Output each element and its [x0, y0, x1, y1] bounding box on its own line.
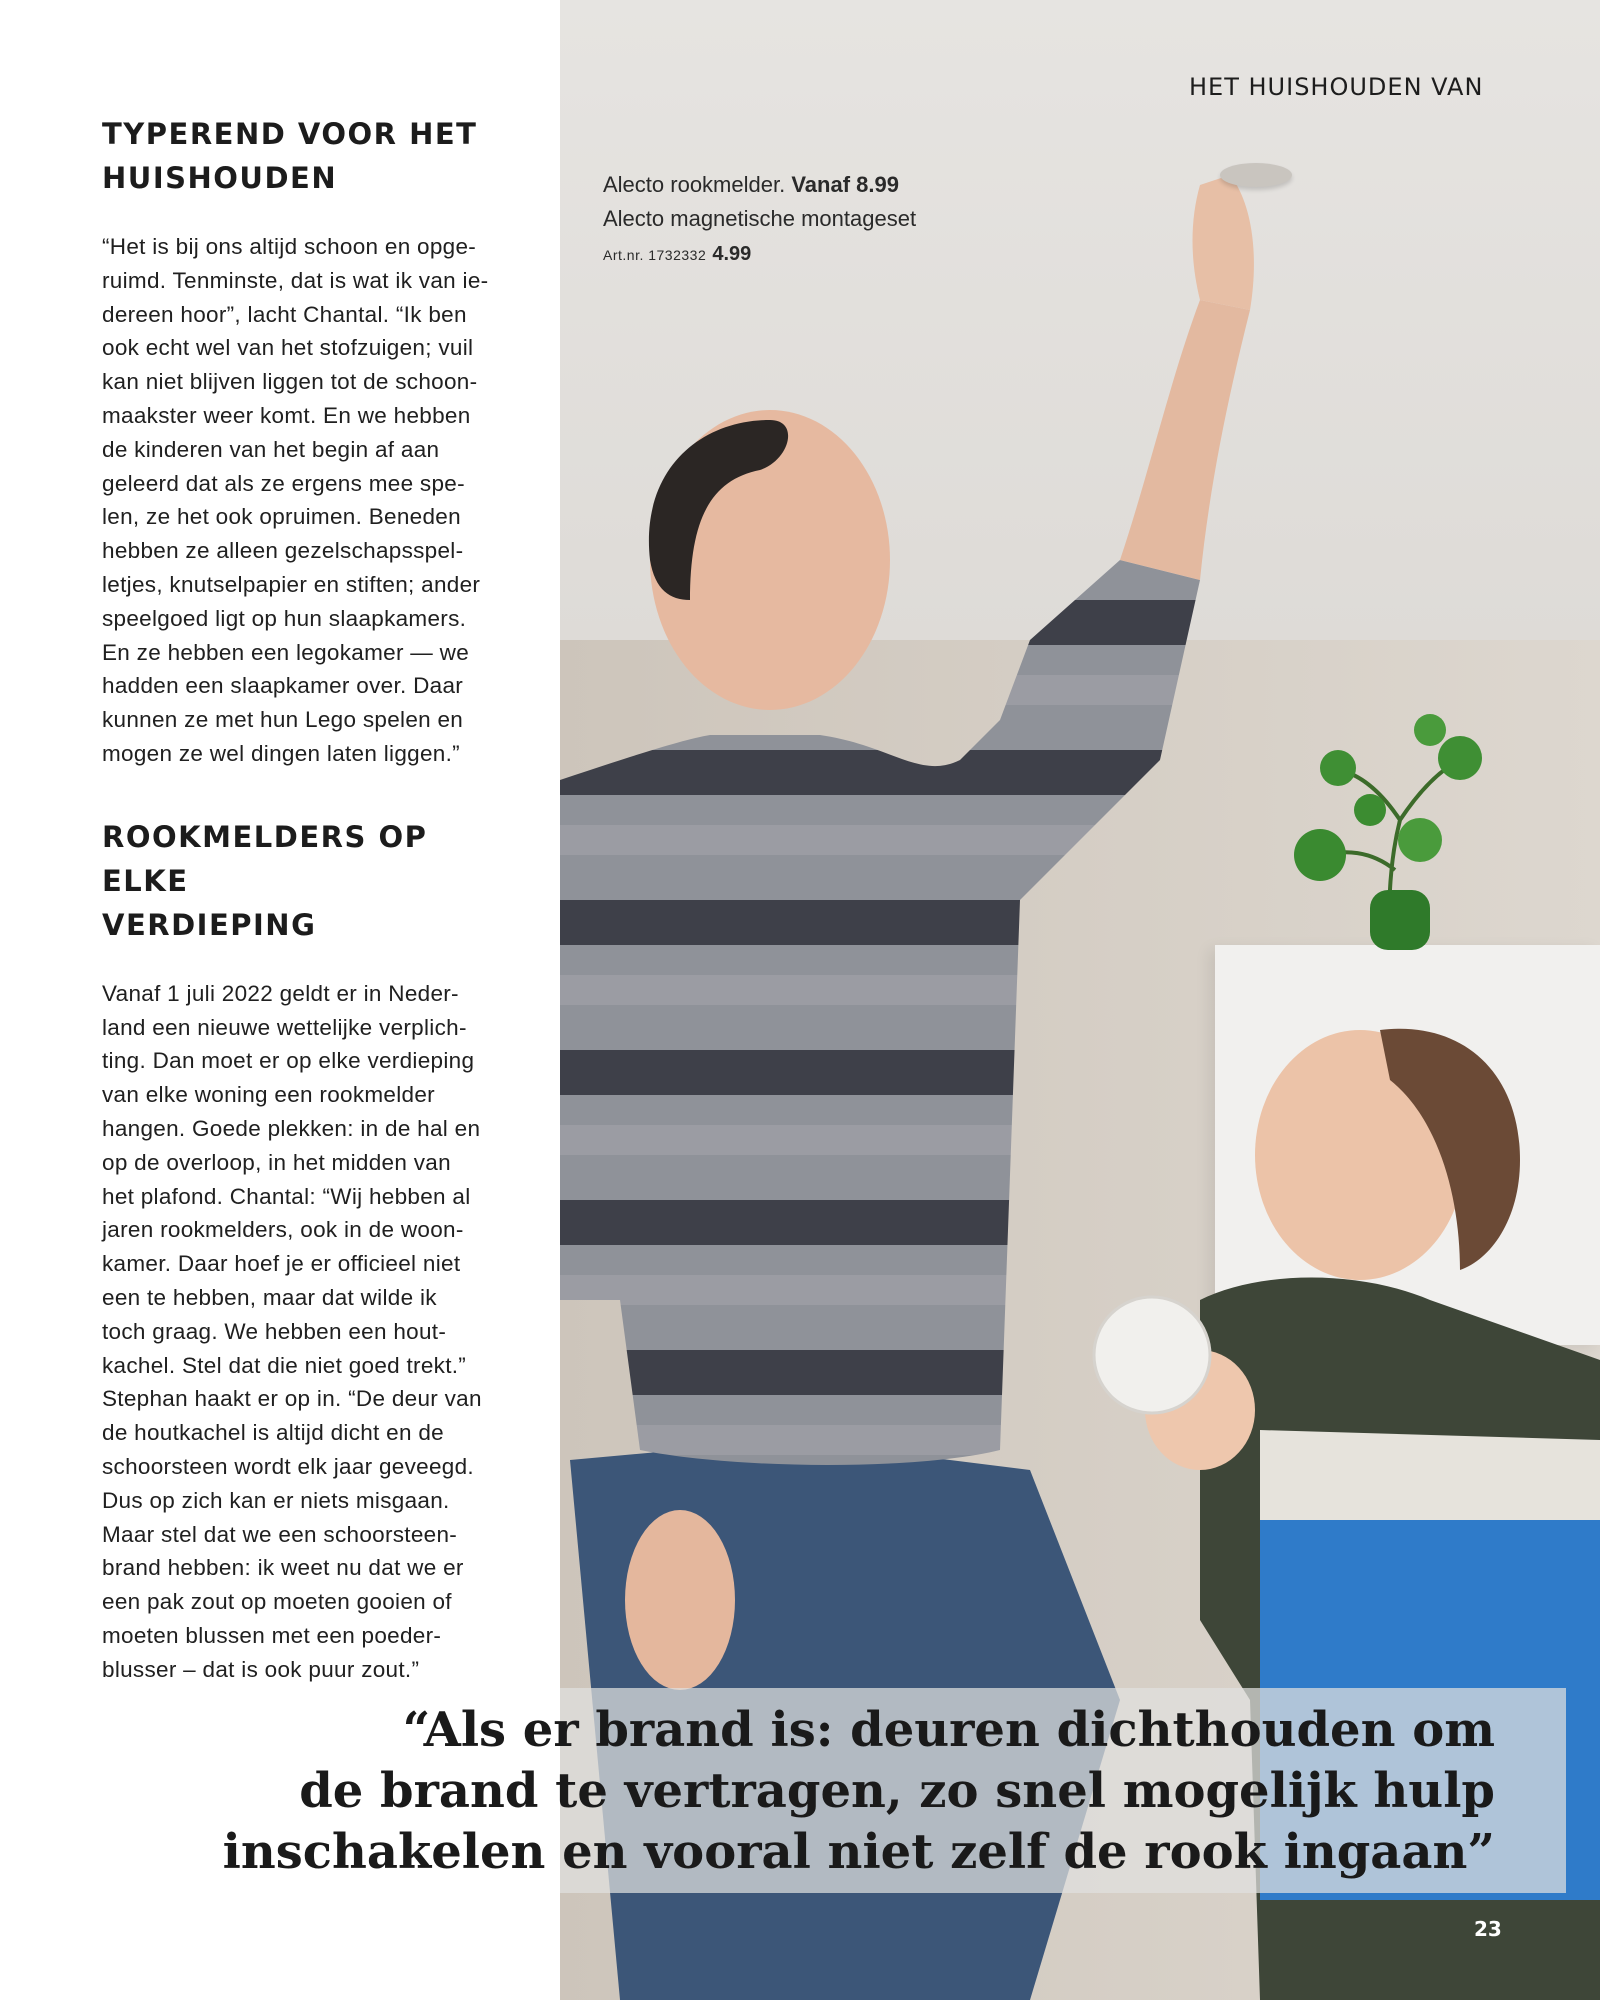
body-line: op de overloop, in het midden van [102, 1149, 451, 1175]
body-line: hebben ze alleen gezelschapsspel- [102, 538, 464, 564]
product-line-1 [603, 168, 916, 202]
body-line: mogen ze wel dingen laten liggen.” [102, 740, 460, 766]
body-line: Dus op zich kan er niets misgaan. [102, 1487, 450, 1513]
smoke-detector-ceiling [1220, 163, 1292, 187]
section-body-typerend [102, 230, 522, 771]
body-line: letjes, knutselpapier en stiften; ander [102, 571, 481, 597]
article-price: 4.99 [712, 243, 752, 265]
pull-quote-line: inschakelen en vooral niet zelf de rook ingaan” [222, 1824, 1495, 1880]
product-line-3 [603, 236, 916, 272]
body-line: Stephan haakt er op in. “De deur van [102, 1386, 482, 1412]
body-line: Maar stel dat we een schoorsteen- [102, 1521, 458, 1547]
body-line: kachel. Stel dat die niet goed trekt.” [102, 1352, 467, 1378]
body-line: dereen hoor”, lacht Chantal. “Ik ben [102, 301, 467, 327]
product-name: Alecto rookmelder. [603, 172, 786, 197]
body-line: “Het is bij ons altijd schoon en opge- [102, 234, 477, 259]
product-price: Vanaf 8.99 [791, 172, 899, 197]
body-line: ting. Dan moet er op elke verdieping [102, 1048, 475, 1074]
body-line: blusser – dat is ook puur zout.” [102, 1656, 420, 1682]
body-line: de houtkachel is altijd dicht en de [102, 1420, 444, 1446]
body-line: van elke woning een rookmelder [102, 1082, 435, 1108]
body-line: hangen. Goede plekken: in de hal en [102, 1115, 481, 1141]
section-heading-typerend [102, 112, 522, 200]
body-line: een te hebben, maar dat wilde ik [102, 1284, 437, 1310]
section-body-rookmelders [102, 977, 522, 1687]
body-line: kamer. Daar hoef je er officieel niet [102, 1251, 461, 1277]
pull-quote-line: de brand te vertragen, zo snel mogelijk hulp [299, 1763, 1495, 1819]
heading-line: TYPEREND VOOR HET [102, 117, 478, 151]
article-text [102, 112, 522, 1686]
body-line: len, ze het ook opruimen. Beneden [102, 504, 461, 530]
body-line: maakster weer komt. En we hebben [102, 402, 471, 428]
body-line: Vanaf 1 juli 2022 geldt er in Neder- [102, 980, 459, 1006]
body-line: ook echt wel van het stofzuigen; vuil [102, 335, 474, 361]
body-line: schoorsteen wordt elk jaar geveegd. [102, 1453, 474, 1479]
body-line: een pak zout op moeten gooien of [102, 1589, 452, 1615]
body-line: toch graag. We hebben een hout- [102, 1318, 447, 1344]
pull-quote [195, 1700, 1495, 1883]
body-line: de kinderen van het begin af aan [102, 436, 440, 462]
section-heading-rookmelders [102, 815, 522, 947]
body-line: geleerd dat als ze ergens mee spe- [102, 470, 465, 496]
heading-line: VERDIEPING [102, 907, 317, 942]
body-line: speelgoed ligt op hun slaapkamers. [102, 605, 467, 631]
body-line: jaren rookmelders, ook in de woon- [102, 1217, 464, 1243]
body-line: hadden een slaapkamer over. Daar [102, 673, 464, 699]
body-line: land een nieuwe wettelijke verplich- [102, 1014, 467, 1040]
body-line: kan niet blijven liggen tot de schoon- [102, 369, 478, 395]
heading-line: HUISHOUDEN [102, 161, 338, 195]
product-line-2: Alecto magnetische montageset [603, 206, 917, 231]
article-number: Art.nr. 1732332 [603, 247, 707, 263]
product-info [603, 168, 916, 272]
body-line: ruimd. Tenminste, dat is wat ik van ie- [102, 267, 489, 293]
body-line: brand hebben: ik weet nu dat we er [102, 1555, 464, 1581]
body-line: het plafond. Chantal: “Wij hebben al [102, 1183, 471, 1209]
pull-quote-line: “Als er brand is: deuren dichthouden om [402, 1702, 1495, 1758]
heading-line: ROOKMELDERS OP ELKE [102, 819, 428, 898]
body-line: moeten blussen met een poeder- [102, 1622, 442, 1648]
body-line: En ze hebben een legokamer — we [102, 639, 470, 665]
body-line: kunnen ze met hun Lego spelen en [102, 707, 464, 733]
page-header: HET HUISHOUDEN VAN [1189, 73, 1484, 101]
page-number: 23 [1474, 1917, 1502, 1941]
